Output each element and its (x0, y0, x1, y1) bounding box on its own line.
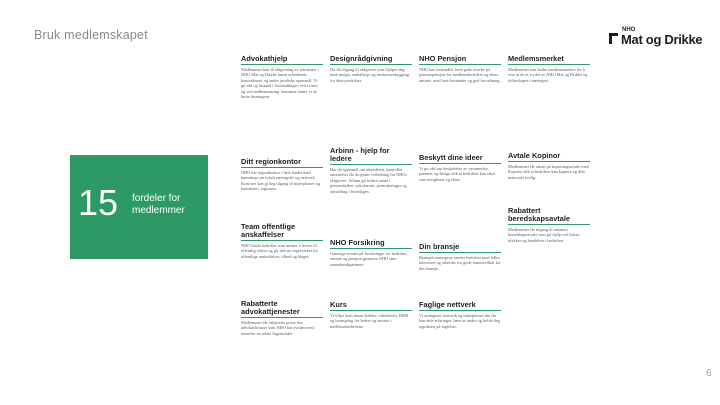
section-body: Vi arrangerer nettverk og møteplasser der du kan dele erfaringer, lære av andre og holde deg oppdatert på fagfeltet. (419, 313, 500, 329)
logo-nho-label: NHO (622, 27, 636, 33)
doc-section (419, 154, 501, 242)
doc-section (330, 301, 412, 361)
section-body: Vi tilbyr kurs innen ledelse, arbeidsrett, HMS og bransjefag for ledere og ansatte i medlemsbedriftene. (330, 313, 409, 329)
section-body: Medlemmer får rabatt på kopieringsavtale med Kopinor slik at bedriften kan kopiere og dele materiale lovlig. (508, 164, 589, 180)
benefits-document (237, 51, 591, 383)
doc-section (241, 300, 323, 382)
doc-section (241, 158, 323, 228)
section-body: Gunstige avtaler på forsikringer for bedrifter, ansatte og pensjon gjennom NHO sine samarbeidspartnere. (330, 251, 408, 267)
section-heading: Rabatterte advokattjenester (241, 300, 323, 318)
section-heading: Medlemsmerket (508, 55, 590, 65)
section-body: Medlemmer kan få rådgivning av advokater i NHO Mat og Drikke innen arbeidsrett, kontraktsrett og andre juridiske spørsmål. Vi gir råd og bistand i forhandlinger, ved tvister og ved nedbemanning. Sammen finner vi de beste løsningene. (241, 67, 319, 100)
doc-section (330, 55, 412, 143)
nho-mat-og-drikke-logo (604, 27, 703, 49)
doc-section (241, 55, 323, 155)
section-body: NHO bistår bedrifter som ønsker å levere til offentlig sektor og gir råd om regelverket for offentlige anskaffelser, tilbud og klager. (241, 243, 319, 259)
section-heading: NHO Forsikring (330, 239, 412, 249)
doc-section (330, 147, 412, 235)
doc-section (330, 239, 412, 299)
section-heading: Arbinn - hjelp for ledere (330, 147, 412, 165)
stat-text: fordeler for medlemmer (132, 193, 185, 216)
section-body: Medlemmer får rabatterte priser hos advokatfirmaer som NHO har avtaler med, innenfor en rekke fagområder. (241, 320, 315, 336)
section-heading: Advokathjelp (241, 55, 323, 65)
section-heading: Ditt regionkontor (241, 158, 323, 168)
doc-section (419, 243, 501, 303)
section-body: Medlemmer kan bruke medlemsmerket for å vise at de er en del av NHO Mat og Drikke og fellesskapet i næringen. (508, 67, 588, 83)
section-body: Har du spørsmål om arbeidsrett, lønn eller ansettelser får du gratis veiledning fra NHOs rådgivere. Arbinn gir ledere støtte i personalsaker, sykefravær, permitteringer og omstilling i hverdagen. (330, 167, 408, 194)
doc-section (508, 207, 590, 307)
doc-section (419, 301, 501, 381)
section-heading: Beskytt dine ideer (419, 154, 501, 164)
section-body: Medlemmer får tilgang til rabattert beredskapsavtale som gir hjelp ved kriser, ulykker og hendelser i bedriften. (508, 227, 581, 243)
section-heading: Faglige nettverk (419, 301, 501, 311)
section-heading: Avtale Kopinor (508, 152, 590, 162)
section-heading: Kurs (330, 301, 412, 311)
section-body: Vi gir råd om beskyttelse av varemerker, patenter og design slik at bedriften kan sikre sine rettigheter og ideer. (419, 166, 496, 182)
doc-section (241, 223, 323, 283)
section-body: NHO har regionkontor i hele landet med kunnskap om lokalt næringsliv og nettverk. Kontoret kan gi deg tilgang til møteplasser og kontakter i regionen. (241, 170, 320, 192)
section-body: Du får tilgang til rådgivere som hjelper deg med design, emballasje og merkevarebygging for dine produkter. (330, 67, 409, 83)
section-heading: Team offentlige anskaffelser (241, 223, 323, 241)
slide-title: Bruk medlemskapet (34, 28, 148, 42)
section-body: NHO har forhandlet frem gode avtaler på tjenestepensjon for medlemsbedrifter og deres ansatte, med lave kostnader og god forvaltning. (419, 67, 501, 83)
page-number: 6 (706, 368, 712, 379)
stat-box (70, 155, 208, 259)
section-body: Bransjeforeningene samler bedrifter med felles interesser og arbeider for gode rammevilkår for din bransje. (419, 255, 501, 271)
doc-section (419, 55, 501, 151)
section-heading: Rabattert beredskapsavtale (508, 207, 590, 225)
section-heading: Designrådgivning (330, 55, 412, 65)
logo-mark-icon (609, 33, 618, 44)
section-heading: NHO Pensjon (419, 55, 501, 65)
logo-brand-name: Mat og Drikke (621, 32, 703, 47)
stat-number: 15 (78, 182, 119, 223)
doc-section (508, 55, 590, 147)
section-heading: Din bransje (419, 243, 501, 253)
